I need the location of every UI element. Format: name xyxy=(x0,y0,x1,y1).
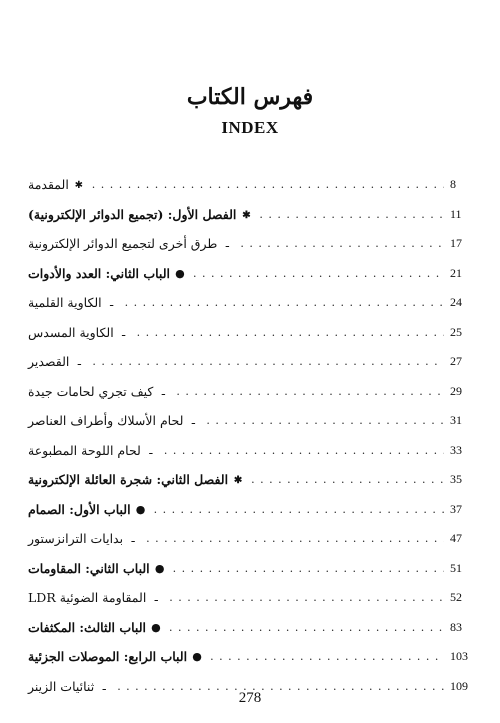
toc-entry[interactable] xyxy=(28,554,472,584)
toc-page-number: 109 xyxy=(450,678,468,693)
toc-page-number: 11 xyxy=(450,206,462,221)
toc-entry-title: لحام اللوحة المطبوعة xyxy=(28,442,141,458)
dash-marker-icon xyxy=(117,326,131,339)
toc-page-number: 83 xyxy=(450,619,462,634)
toc-page-number: 31 xyxy=(450,413,462,428)
toc-entry[interactable] xyxy=(28,495,472,525)
toc-entry-title: بدايات الترانزستور xyxy=(28,531,124,547)
toc-entry[interactable] xyxy=(28,406,472,436)
toc-entry-title: الفصل الثاني: شجرة العائلة الإلكترونية xyxy=(28,472,229,488)
index-title-english: INDEX xyxy=(221,118,279,137)
dash-marker-icon xyxy=(220,237,234,250)
toc-entry[interactable] xyxy=(28,200,472,230)
toc-entry[interactable] xyxy=(28,642,472,672)
leader-dots xyxy=(164,444,444,457)
dash-marker-icon xyxy=(186,414,200,427)
toc-page-number: 103 xyxy=(450,649,468,664)
leader-dots xyxy=(259,208,444,221)
toc-page-number: 27 xyxy=(450,354,462,369)
toc-entry[interactable] xyxy=(28,613,472,643)
toc-page-number: 17 xyxy=(450,236,462,251)
toc-entry[interactable] xyxy=(28,377,472,407)
bullet-marker-icon xyxy=(134,503,148,516)
dash-marker-icon xyxy=(105,296,119,309)
toc-page-number: 47 xyxy=(450,531,462,546)
toc-entry-title: الباب الأول: الصمام xyxy=(28,501,131,517)
leader-dots xyxy=(146,532,444,545)
toc-entry-title: الباب الثاني: العدد والأدوات xyxy=(28,265,170,281)
leader-dots xyxy=(169,621,444,634)
dash-marker-icon xyxy=(126,532,140,545)
toc-entry-title: الباب الثاني: المقاومات xyxy=(28,560,150,576)
toc-page-number: 51 xyxy=(450,560,462,575)
toc-entry[interactable] xyxy=(28,583,472,613)
dash-marker-icon xyxy=(156,385,170,398)
toc-entry-title: الكاوية المسدس xyxy=(28,324,114,340)
toc-entry[interactable] xyxy=(28,347,472,377)
toc-entry[interactable] xyxy=(28,465,472,495)
leader-dots xyxy=(193,267,444,280)
toc-page-number: 21 xyxy=(450,265,462,280)
toc-page-number: 8 xyxy=(450,177,456,192)
leader-dots xyxy=(137,326,444,339)
toc-entry-title: ثنائيات الزينر xyxy=(28,678,95,694)
toc-entry-title: الفصل الأول: (تجميع الدوائر الإلكترونية) xyxy=(28,206,237,222)
leader-dots xyxy=(206,414,444,427)
toc-page-number: 37 xyxy=(450,501,462,516)
table-of-contents xyxy=(28,170,472,701)
toc-page-number: 25 xyxy=(450,324,462,339)
page-number: 278 xyxy=(238,690,262,706)
leader-dots xyxy=(125,296,444,309)
toc-entry-title: كيف تجري لحامات جيدة xyxy=(28,383,154,399)
toc-entry-title: القصدير xyxy=(28,354,70,370)
toc-entry-title: الكاوية القلمية xyxy=(28,295,102,311)
toc-entry-title: المقاومة الضوئية LDR xyxy=(28,590,147,606)
bullet-marker-icon xyxy=(149,621,163,634)
toc-page-number: 52 xyxy=(450,590,462,605)
toc-entry[interactable] xyxy=(28,436,472,466)
toc-entry[interactable] xyxy=(28,318,472,348)
bullet-marker-icon xyxy=(173,267,187,280)
leader-dots xyxy=(240,237,444,250)
leader-dots xyxy=(210,650,444,663)
star-marker-icon xyxy=(72,178,86,191)
leader-dots xyxy=(173,562,444,575)
toc-entry-title: الباب الثالث: المكثفات xyxy=(28,619,146,635)
leader-dots xyxy=(154,503,444,516)
toc-page-number: 29 xyxy=(450,383,462,398)
dash-marker-icon xyxy=(144,444,158,457)
bullet-marker-icon xyxy=(153,562,167,575)
leader-dots xyxy=(176,385,444,398)
leader-dots xyxy=(92,355,444,368)
toc-entry[interactable] xyxy=(28,524,472,554)
toc-page-number: 33 xyxy=(450,442,462,457)
toc-page-number: 24 xyxy=(450,295,462,310)
toc-entry-title: طرق أخرى لتجميع الدوائر الإلكترونية xyxy=(28,236,218,252)
toc-entry[interactable] xyxy=(28,259,472,289)
toc-entry[interactable] xyxy=(28,170,472,200)
toc-entry[interactable] xyxy=(28,229,472,259)
leader-dots xyxy=(169,591,444,604)
toc-entry-title: المقدمة xyxy=(28,177,69,193)
dash-marker-icon xyxy=(149,591,163,604)
toc-page-number: 35 xyxy=(450,472,462,487)
toc-entry[interactable] xyxy=(28,288,472,318)
bullet-marker-icon xyxy=(190,650,204,663)
toc-entry-title: لحام الأسلاك وأطراف العناصر xyxy=(28,413,184,429)
leader-dots xyxy=(92,178,444,191)
leader-dots xyxy=(251,473,444,486)
toc-entry-title: الباب الرابع: الموصلات الجزئية xyxy=(28,649,188,665)
star-marker-icon xyxy=(239,208,253,221)
index-title-arabic: فهرس الكتاب xyxy=(186,84,314,110)
dash-marker-icon xyxy=(72,355,86,368)
star-marker-icon xyxy=(231,473,245,486)
